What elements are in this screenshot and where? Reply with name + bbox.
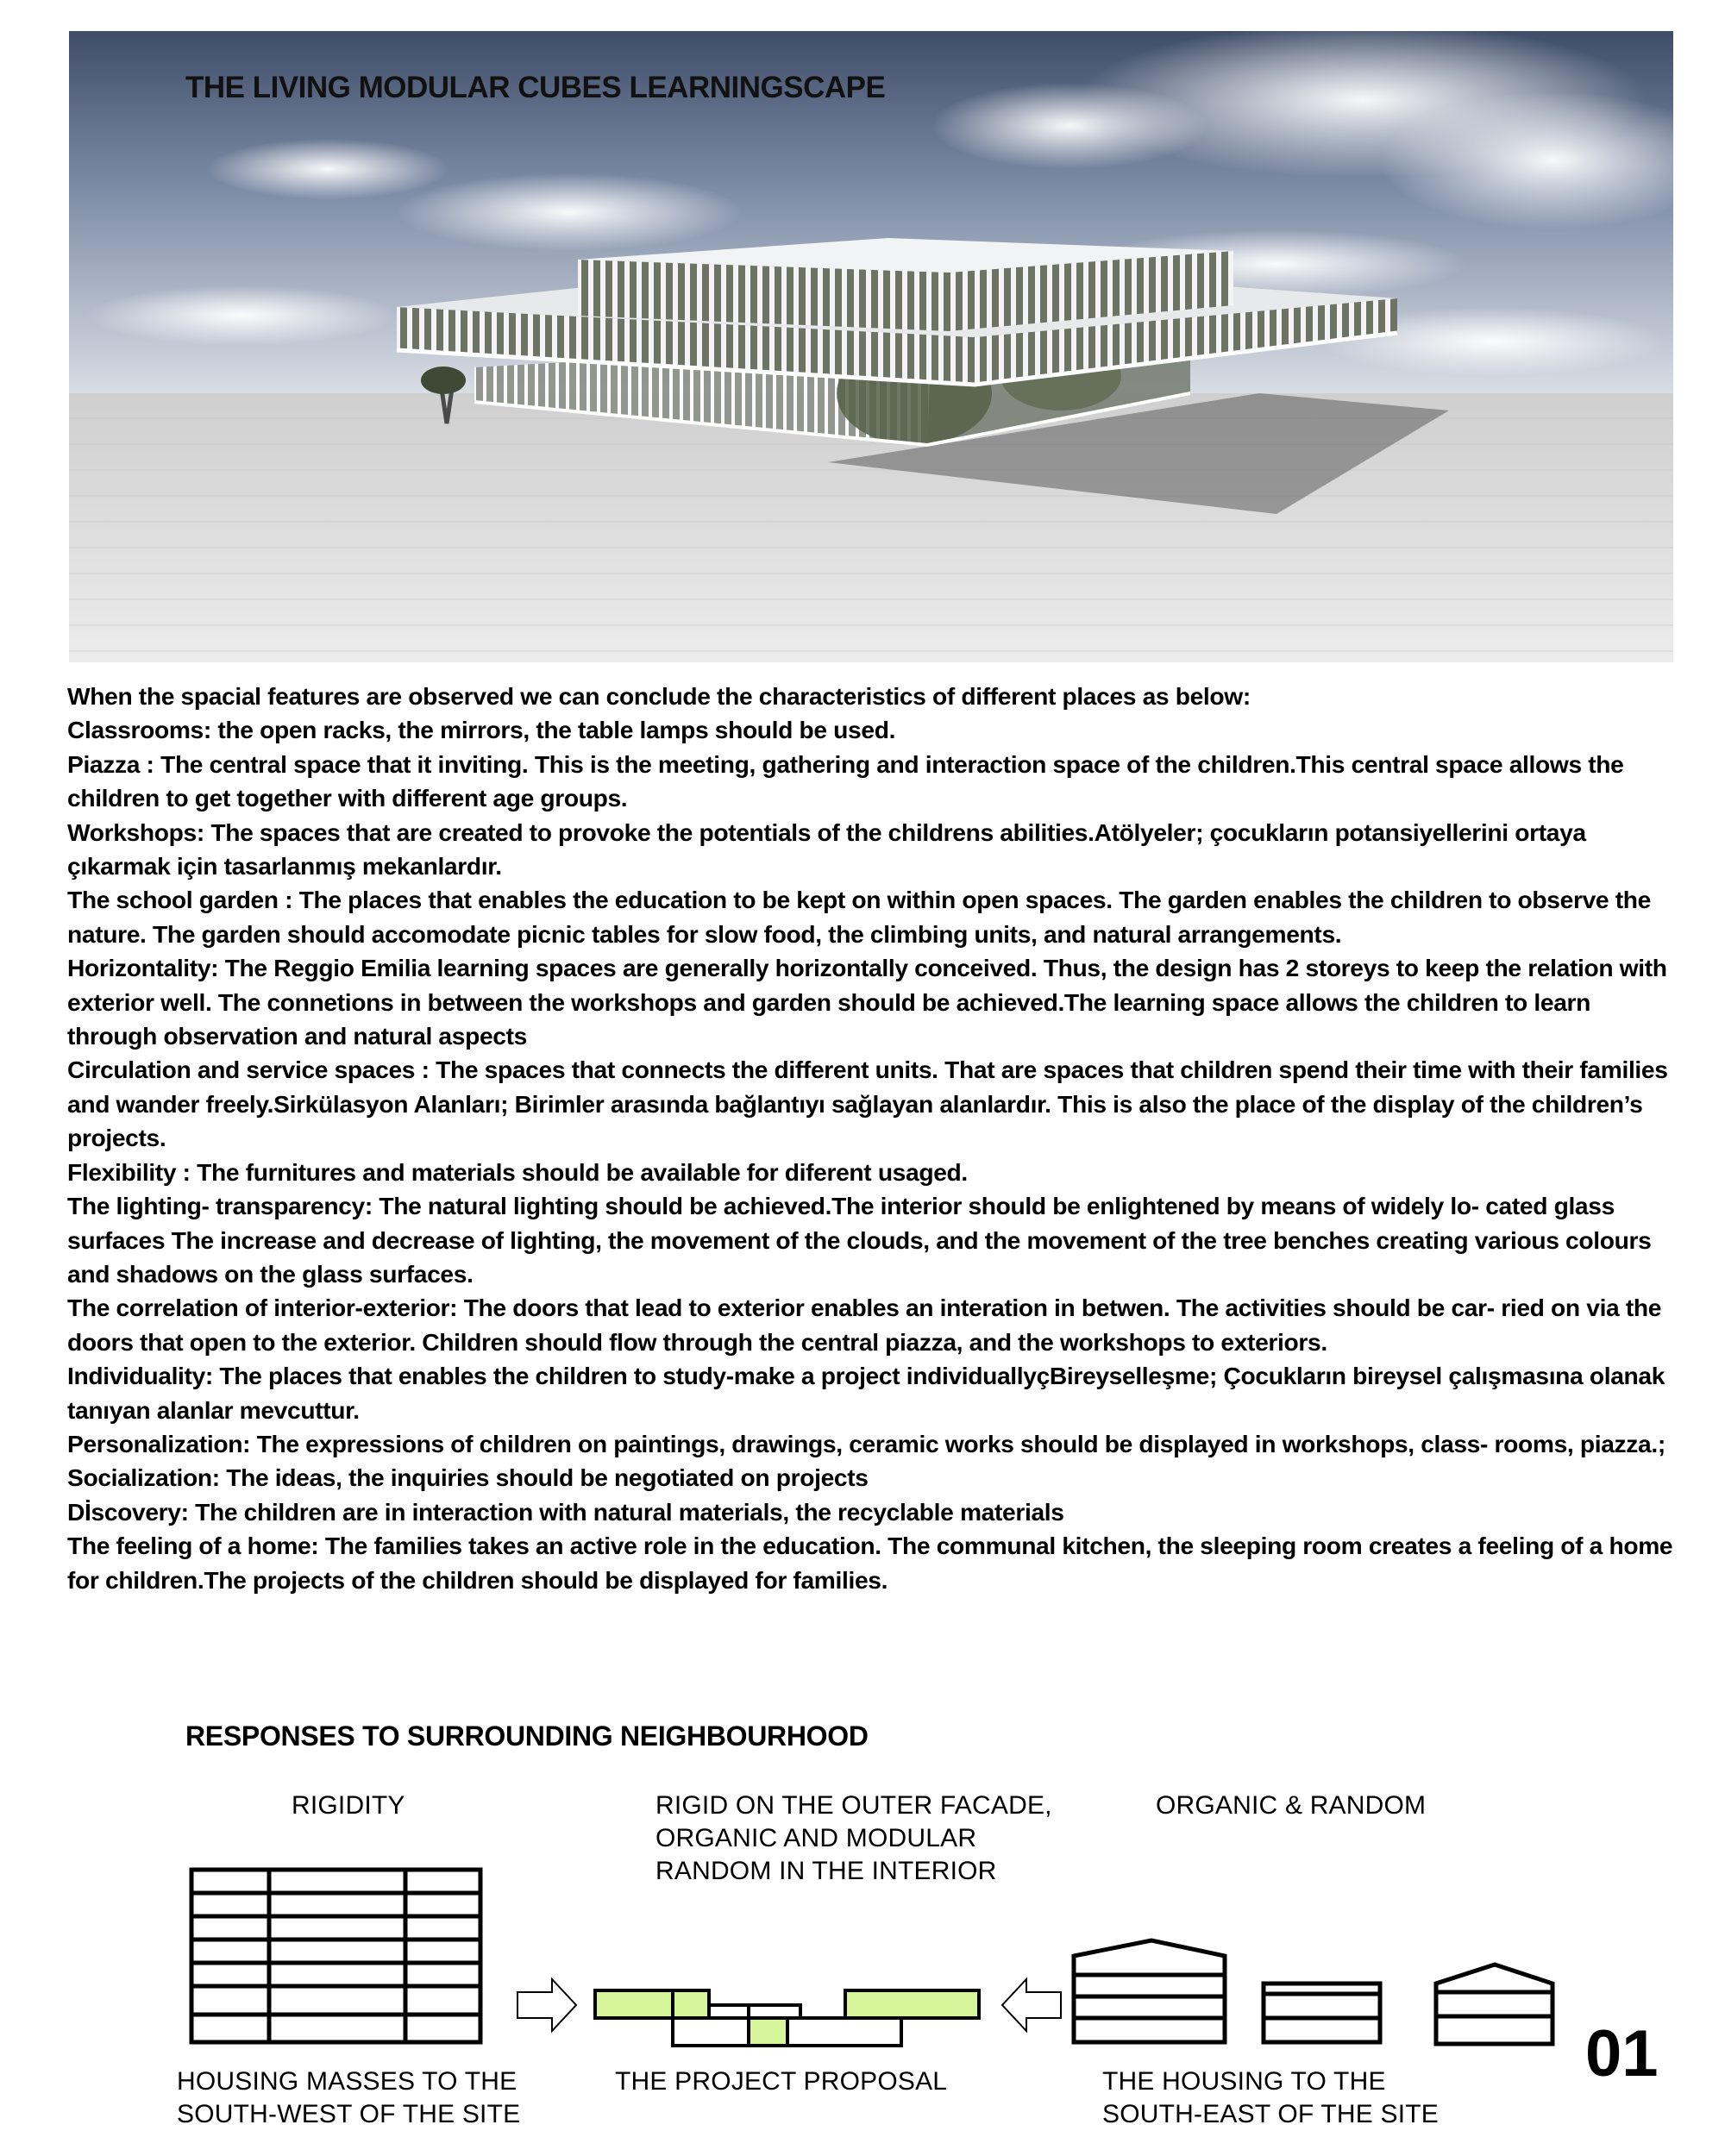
paragraph-personalization: Personalization: The expressions of children on paintings, drawings, ceramic works should be displayed in workshops, class- rooms, piazza.; <box>67 1429 1665 1457</box>
project-proposal-section <box>595 1990 979 2046</box>
label-organic-random: ORGANIC & RANDOM <box>1156 1791 1427 1820</box>
paragraph-flexibility: Flexibility : The furnitures and materials should be available for diferent usaged. <box>67 1157 968 1186</box>
rigid-housing-grid <box>191 1870 480 2042</box>
paragraph-socialization: Socialization: The ideas, the inquiries should be negotiated on projects <box>67 1463 869 1492</box>
paragraph-piazza: Piazza : The central space that it inviting. This is the meeting, gathering and interaction space of the children.This central space allows the children to get together with different age groups. <box>67 749 1624 812</box>
label-rigidity: RIGIDITY <box>292 1791 405 1820</box>
paragraph-lighting: The lighting- transparency: The natural lighting should be achieved.The interior should be enlightened by means of widely lo- cated glass surfaces The increase and decrease of lighting, the movement of the clouds, and the movement of the tree benches creating various colours and shadows on the glass surfaces. <box>67 1192 1652 1288</box>
label-project-proposal: THE PROJECT PROPOSAL <box>615 2067 948 2096</box>
page-number: 01 <box>1585 2017 1659 2090</box>
organic-housing <box>1074 1940 1552 2044</box>
paragraph-feeling-of-home: The feeling of a home: The families takes an active role in the education. The communal kitchen, the sleeping room creates a feeling of a home for children.The projects of the children should be displayed for families. <box>67 1532 1673 1594</box>
label-proposal-description: RIGID ON THE OUTER FACADE, ORGANIC AND MODULAR RANDOM IN THE INTERIOR <box>656 1791 1052 1885</box>
hero-title: THE LIVING MODULAR CUBES LEARNINGSCAPE <box>185 71 886 104</box>
paragraph-discovery: Dİscovery: The children are in interaction with natural materials, the recyclable materials <box>67 1497 1064 1526</box>
paragraph-horizontality: Horizontality: The Reggio Emilia learning spaces are generally horizontally conceived. Thus, the design has 2 storeys to keep the relation with exterior well. The connetions in between the workshops and garden should be achieved.The learning space allows the children to learn through observation and natural aspects <box>67 954 1667 1050</box>
label-housing-south-west: HOUSING MASSES TO THE SOUTH-WEST OF THE SITE <box>177 2067 521 2128</box>
arrow-right-icon <box>518 1979 576 2031</box>
responses-title: RESPONSES TO SURROUNDING NEIGHBOURHOOD <box>185 1720 869 1752</box>
label-housing-south-east: THE HOUSING TO THE SOUTH-EAST OF THE SITE <box>1102 2067 1440 2128</box>
paragraph-school-garden: The school garden : The places that enables the education to be kept on within open spaces. The garden enables the children to observe the nature. The garden should accomodate picnic tables for slow food, the climbing units, and natural arrangements. <box>67 886 1651 948</box>
arrow-left-icon <box>1002 1979 1061 2031</box>
paragraph-classrooms: Classrooms: the open racks, the mirrors, the table lamps should be used. <box>67 716 896 744</box>
paragraph-workshops: Workshops: The spaces that are created to provoke the potentials of the childrens abilities.Atölyeler; çocukların potansiyellerini ortaya çıkarmak için tasarlanmış mekanlardır. <box>67 818 1586 881</box>
paragraph-interior-exterior: The correlation of interior-exterior: The doors that lead to exterior enables an interation in betwen. The activities should be car- ried on via the doors that open to the exterior. Children should flow through the central piazza, and the workshops to exteriors. <box>67 1294 1662 1356</box>
paragraph-individuality: Individuality: The places that enables the children to study-make a project individuallyçBireyselleşme; Çocukların bireysel çalışmasına olanak tanıyan alanlar mevcuttur. <box>67 1362 1665 1424</box>
paragraph-circulation: Circulation and service spaces : The spaces that connects the different units. That are spaces that children spend their time with their families and wander freely.Sirkülasyon Alanları; Birimler arasında bağlantıyı sağlayan alanlardır. This is also the place of the display of the children’s projects. <box>67 1056 1668 1152</box>
intro-paragraph: When the spacial features are observed we can conclude the characteristics of different places as below: <box>67 682 1251 710</box>
